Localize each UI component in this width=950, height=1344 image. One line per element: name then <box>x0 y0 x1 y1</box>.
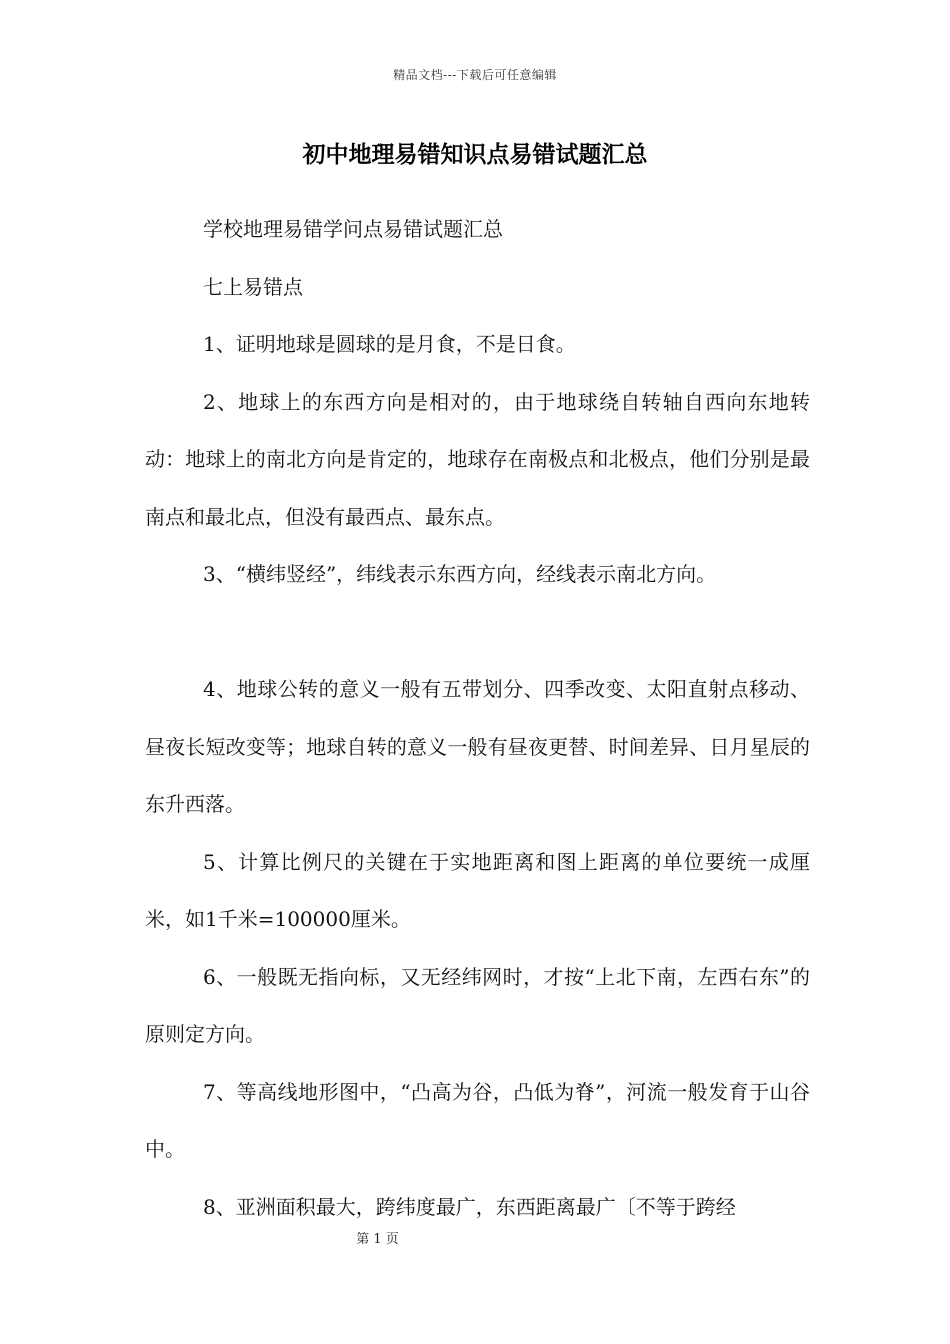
paragraph-subtitle: 学校地理易错学问点易错试题汇总 <box>203 217 503 241</box>
paragraph-item-5: 5、计算比例尺的关键在于实地距离和图上距离的单位要统一成厘米，如1千米=100000厘米。 <box>145 849 810 931</box>
page-number: 第 1 页 <box>356 1232 399 1247</box>
paragraph-item-3: 3、“横纬竖经”，纬线表示东西方向，经线表示南北方向。 <box>203 562 717 586</box>
header-note: 精品文档---下载后可任意编辑 <box>393 68 557 82</box>
paragraph-item-4: 4、地球公转的意义一般有五带划分、四季改变、太阳直射点移动、昼夜长短改变等；地球自转的意义一般有昼夜更替、时间差异、日月星辰的东升西落。 <box>145 677 810 816</box>
document-title: 初中地理易错知识点易错试题汇总 <box>302 141 648 168</box>
paragraph-section-heading: 七上易错点 <box>203 274 303 299</box>
paragraph-item-1: 1、证明地球是圆球的是月食，不是日食。 <box>203 332 576 356</box>
document-body <box>145 201 810 1236</box>
paragraph-item-7: 7、等高线地形图中，“凸高为谷，凸低为脊”，河流一般发育于山谷中。 <box>145 1079 810 1161</box>
paragraph-item-8: 8、亚洲面积最大，跨纬度最广，东西距离最广〔不等于跨经 <box>203 1194 736 1219</box>
paragraph-item-2: 2、地球上的东西方向是相对的，由于地球绕自转轴自西向东地转动：地球上的南北方向是肯定的，地球存在南极点和北极点，他们分别是最南点和最北点，但没有最西点、最东点。 <box>145 389 810 529</box>
paragraph-item-6: 6、一般既无指向标，又无经纬网时，才按“上北下南，左西右东”的原则定方向。 <box>145 964 810 1046</box>
